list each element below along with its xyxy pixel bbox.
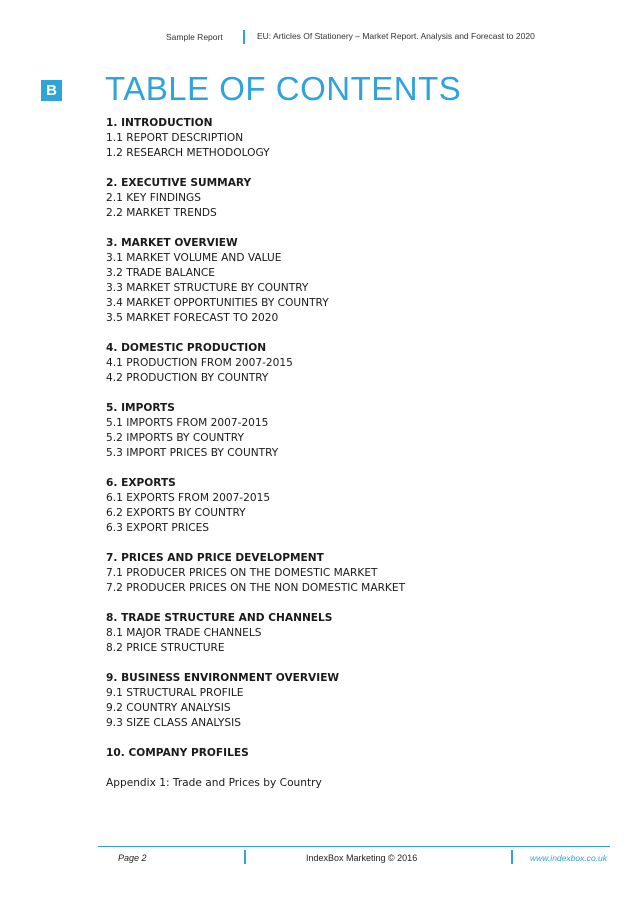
toc-entry[interactable]: 2.2 MARKET TRENDS [106,207,217,219]
toc-section-heading[interactable]: 5. IMPORTS [106,402,175,414]
toc-section-heading[interactable]: 7. PRICES AND PRICE DEVELOPMENT [106,552,324,564]
toc-section-heading[interactable]: 3. MARKET OVERVIEW [106,237,238,249]
toc-entry[interactable]: 6.2 EXPORTS BY COUNTRY [106,507,246,519]
toc-entry[interactable]: 9.2 COUNTRY ANALYSIS [106,702,231,714]
footer-copyright: IndexBox Marketing © 2016 [306,853,418,863]
toc-spacer [106,536,586,551]
header-report-title: EU: Articles Of Stationery – Market Report. Analysis and Forecast to 2020 [257,31,535,41]
toc-entry[interactable]: 5.2 IMPORTS BY COUNTRY [106,432,244,444]
toc-entry[interactable]: 8.2 PRICE STRUCTURE [106,642,225,654]
toc-spacer [106,221,586,236]
toc-spacer [106,461,586,476]
toc-section-heading[interactable]: 6. EXPORTS [106,477,176,489]
table-of-contents [106,116,586,791]
header-divider [243,30,245,44]
toc-entry[interactable]: 2.1 KEY FINDINGS [106,192,201,204]
toc-section-heading[interactable]: 8. TRADE STRUCTURE AND CHANNELS [106,612,333,624]
toc-entry[interactable]: 9.1 STRUCTURAL PROFILE [106,687,244,699]
toc-entry[interactable]: 3.1 MARKET VOLUME AND VALUE [106,252,282,264]
toc-entry[interactable]: 3.3 MARKET STRUCTURE BY COUNTRY [106,282,309,294]
toc-section-heading[interactable]: 1. INTRODUCTION [106,117,213,129]
toc-entry[interactable]: 5.1 IMPORTS FROM 2007-2015 [106,417,269,429]
brand-logo: B [41,80,62,101]
toc-entry[interactable]: 1.2 RESEARCH METHODOLOGY [106,147,270,159]
toc-spacer [106,761,586,776]
toc-entry[interactable]: 6.1 EXPORTS FROM 2007-2015 [106,492,271,504]
toc-entry[interactable]: 7.1 PRODUCER PRICES ON THE DOMESTIC MARKET [106,567,378,579]
toc-section-heading[interactable]: 4. DOMESTIC PRODUCTION [106,342,267,354]
toc-section-heading[interactable]: 2. EXECUTIVE SUMMARY [106,177,252,189]
toc-entry[interactable]: 5.3 IMPORT PRICES BY COUNTRY [106,447,279,459]
toc-entry[interactable]: 1.1 REPORT DESCRIPTION [106,132,244,144]
toc-entry[interactable]: 8.1 MAJOR TRADE CHANNELS [106,627,262,639]
footer-divider-right [511,850,513,864]
toc-entry[interactable]: 3.4 MARKET OPPORTUNITIES BY COUNTRY [106,297,329,309]
toc-spacer [106,731,586,746]
toc-spacer [106,596,586,611]
toc-entry[interactable]: 4.2 PRODUCTION BY COUNTRY [106,372,269,384]
toc-entry[interactable]: 3.2 TRADE BALANCE [106,267,216,279]
toc-spacer [106,656,586,671]
footer-page-number: Page 2 [118,853,147,863]
toc-appendix-entry[interactable]: Appendix 1: Trade and Prices by Country [106,777,322,789]
footer-divider-left [244,850,246,864]
header-report-type: Sample Report [166,32,223,42]
toc-section-heading[interactable]: 10. COMPANY PROFILES [106,747,249,759]
toc-entry[interactable]: 3.5 MARKET FORECAST TO 2020 [106,312,279,324]
toc-entry[interactable]: 7.2 PRODUCER PRICES ON THE NON DOMESTIC MARKET [106,582,406,594]
toc-spacer [106,161,586,176]
toc-section-heading[interactable]: 9. BUSINESS ENVIRONMENT OVERVIEW [106,672,340,684]
toc-entry[interactable]: 4.1 PRODUCTION FROM 2007-2015 [106,357,293,369]
footer-website-link[interactable]: www.indexbox.co.uk [530,853,608,863]
footer-rule [98,846,610,847]
toc-entry[interactable]: 9.3 SIZE CLASS ANALYSIS [106,717,241,729]
toc-entry[interactable]: 6.3 EXPORT PRICES [106,522,210,534]
toc-spacer [106,386,586,401]
page-title: TABLE OF CONTENTS [105,70,462,107]
toc-spacer [106,326,586,341]
